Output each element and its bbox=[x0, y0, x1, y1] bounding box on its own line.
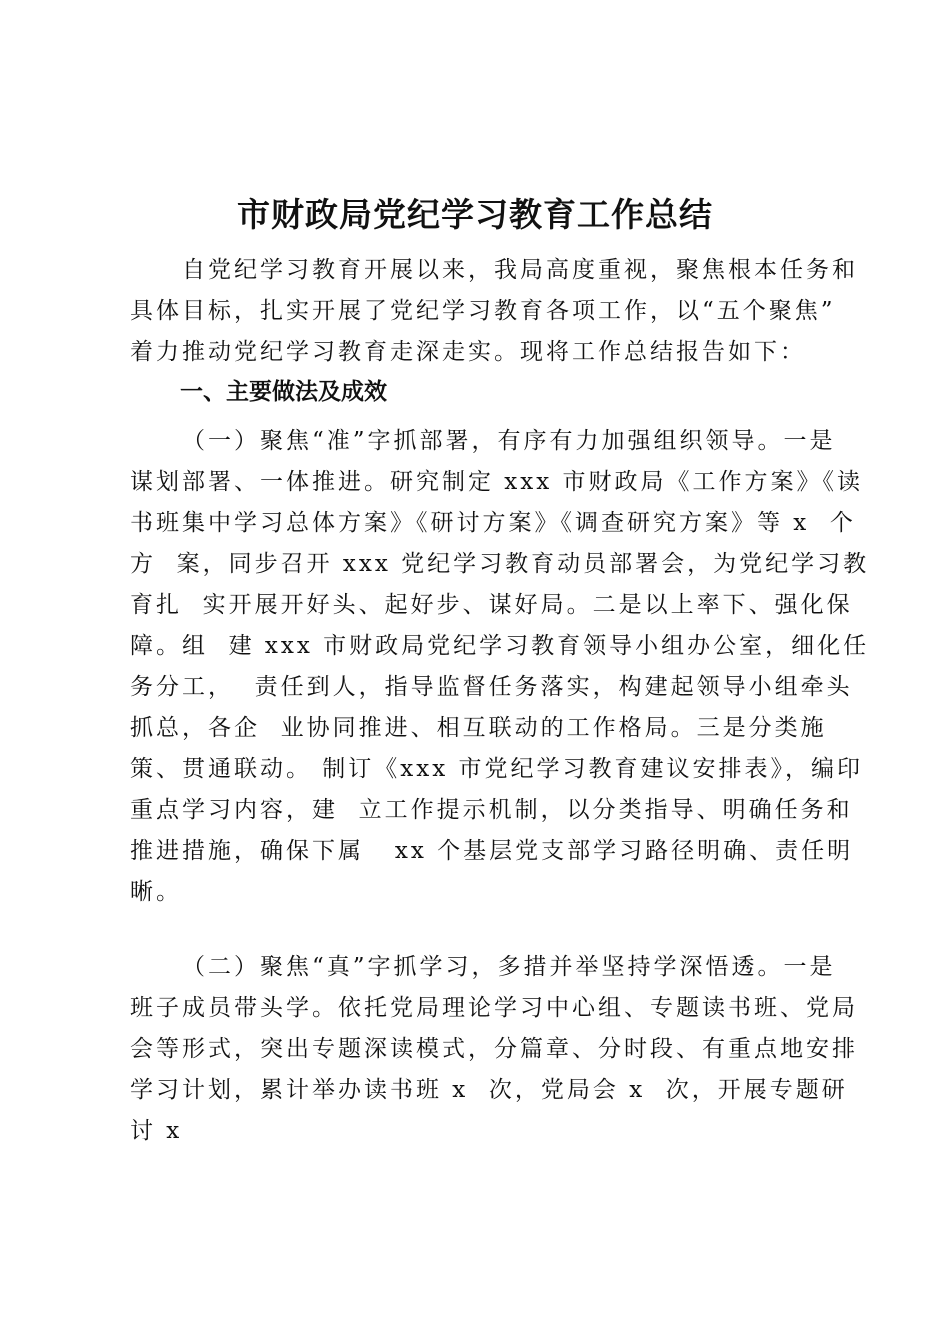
text-line: 务分工， 责任到人，指导监督任务落实，构建起领导小组牵头 bbox=[130, 674, 853, 700]
text-line: 学习计划，累计举办读书班 x 次，党局会 x 次，开展专题研 bbox=[130, 1077, 848, 1103]
intro-paragraph bbox=[130, 250, 860, 373]
text-line: 育扎 实开展开好头、起好步、谋好局。二是以上率下、强化保 bbox=[130, 592, 853, 618]
text-line: 着力推动党纪学习教育走深走实。现将工作总结报告如下： bbox=[130, 339, 806, 365]
text-line: 自党纪学习教育开展以来，我局高度重视，聚焦根本任务和 bbox=[182, 257, 858, 283]
text-line: 班子成员带头学。依托党局理论学习中心组、专题读书班、党局 bbox=[130, 995, 858, 1021]
text-line: 会等形式，突出专题深读模式，分篇章、分时段、有重点地安排 bbox=[130, 1036, 858, 1062]
text-line: 障。组 建 xxx 市财政局党纪学习教育领导小组办公室，细化任 bbox=[130, 633, 870, 659]
text-line: 晰。 bbox=[130, 879, 182, 905]
text-line: 书班集中学习总体方案》《研讨方案》《调查研究方案》等 x 个 bbox=[130, 510, 856, 536]
text-line: 谋划部署、一体推进。研究制定 xxx 市财政局《工作方案》《读 bbox=[130, 469, 864, 495]
document-title: 市财政局党纪学习教育工作总结 bbox=[237, 195, 713, 234]
text-line: 推进措施，确保下属 xx 个基层党支部学习路径明确、责任明 bbox=[130, 838, 854, 864]
text-line: 方 案，同步召开 xxx 党纪学习教育动员部署会，为党纪学习教 bbox=[130, 551, 870, 577]
text-line: 具体目标，扎实开展了党纪学习教育各项工作，以“五个聚焦” bbox=[130, 298, 836, 324]
text-line: （一）聚焦“准”字抓部署，有序有力加强组织领导。一是 bbox=[182, 428, 836, 454]
text-line: 策、贯通联动。 制订《xxx 市党纪学习教育建议安排表》，编印 bbox=[130, 756, 864, 782]
text-line: 抓总，各企 业协同推进、相互联动的工作格局。三是分类施 bbox=[130, 715, 827, 741]
section-heading: 一、主要做法及成效 bbox=[180, 379, 387, 405]
paragraph-2 bbox=[130, 947, 860, 1152]
paragraph-1 bbox=[130, 421, 870, 913]
text-line: 重点学习内容，建 立工作提示机制，以分类指导、明确任务和 bbox=[130, 797, 853, 823]
text-line: 讨 x bbox=[130, 1118, 183, 1144]
text-line: （二）聚焦“真”字抓学习，多措并举坚持学深悟透。一是 bbox=[182, 954, 836, 980]
